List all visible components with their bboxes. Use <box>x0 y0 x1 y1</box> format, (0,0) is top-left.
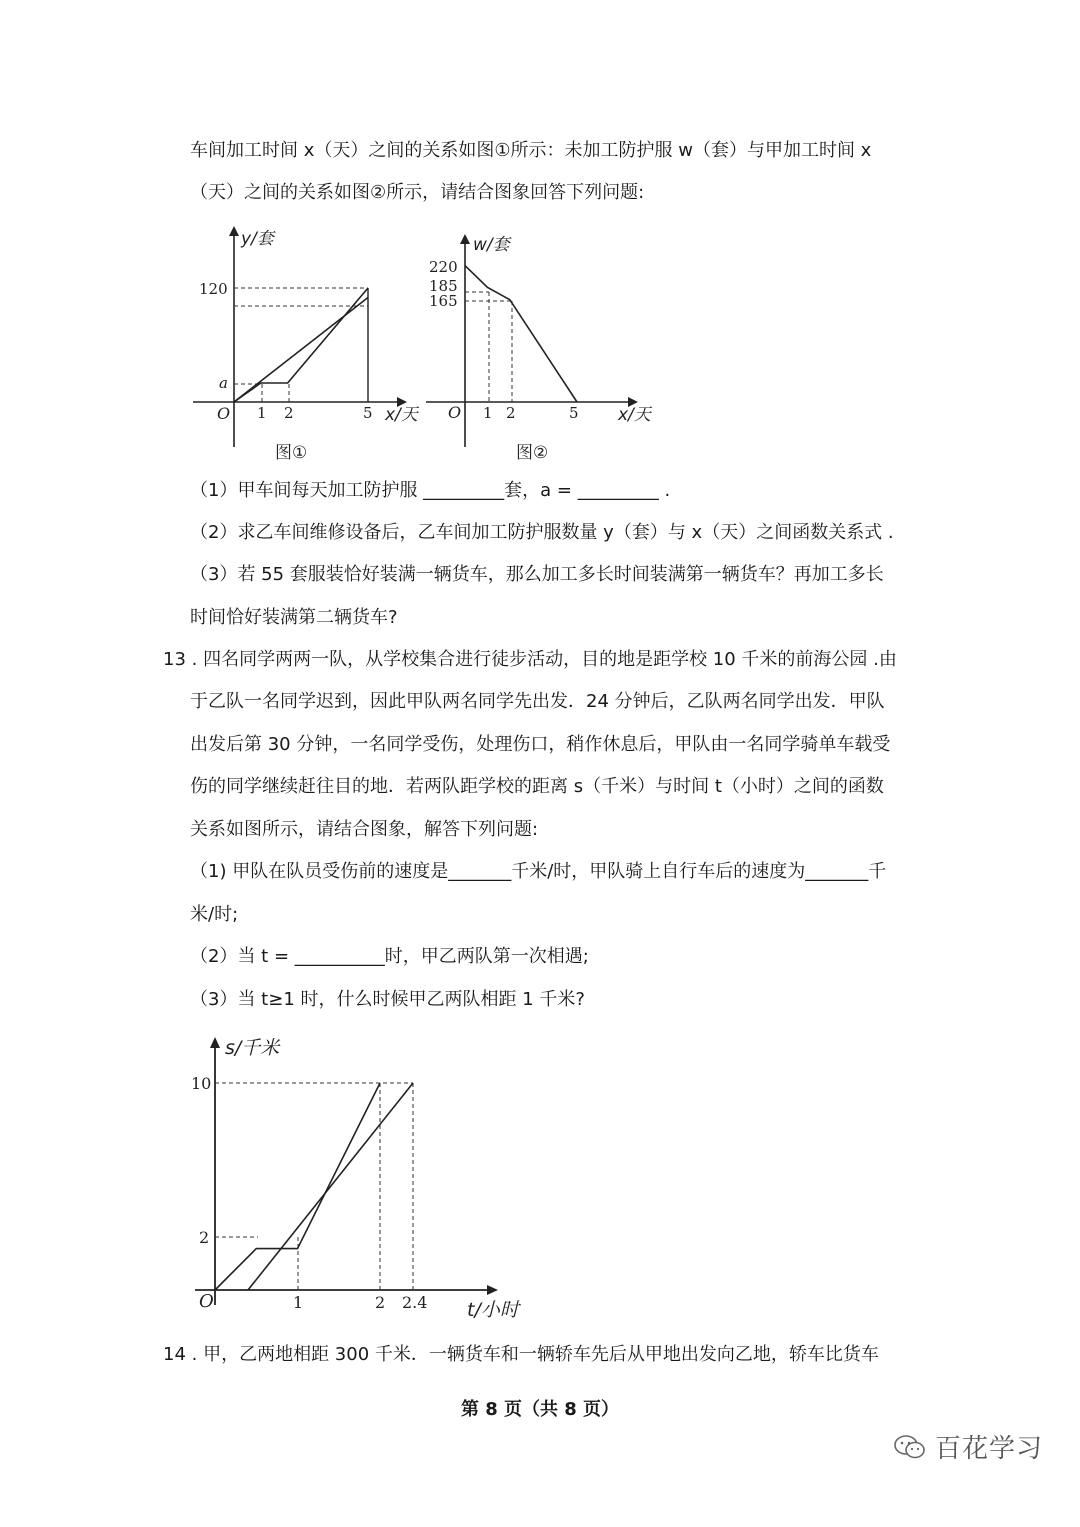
fig2-origin: O <box>448 403 462 422</box>
fig2-tick-2: 2 <box>506 404 516 422</box>
fig2-tick-1: 1 <box>483 404 493 422</box>
text-line-13: 米/时; <box>190 904 239 925</box>
fig1-ylabel: y/套 <box>241 229 274 249</box>
text-line-11: 关系如图所示，请结合图象，解答下列问题: <box>190 819 539 840</box>
fig3-xlabel: t/小时 <box>467 1299 519 1321</box>
fig1-tick-2: 2 <box>284 404 294 422</box>
fig1-origin: O <box>217 404 231 423</box>
text-line-1: 车间加工时间 x（天）之间的关系如图①所示：未加工防护服 w（套）与甲加工时间 x <box>190 140 872 161</box>
fig1-tick-120: 120 <box>199 280 228 298</box>
watermark-text: 百花学习 <box>935 1434 1044 1464</box>
fig3-tick-2: 2 <box>199 1228 210 1247</box>
fig3-tick-24: 2.4 <box>402 1293 428 1312</box>
fig1-series-yi <box>234 288 368 402</box>
text-line-5: （3）若 55 套服装恰好装满一辆货车，那么加工多长时间装满第一辆货车？再加工多长 <box>190 564 884 585</box>
fig3-ylabel: s/千米 <box>225 1037 280 1059</box>
fig1-tick-1: 1 <box>257 404 267 422</box>
text-line-7: 13 . 四名同学两两一队，从学校集合进行徒步活动，目的地是距学校 10 千米的前海公园 .由 <box>163 649 897 670</box>
fig1-tick-5: 5 <box>363 404 373 422</box>
text-line-2: （天）之间的关系如图②所示，请结合图象回答下列问题: <box>190 182 645 203</box>
text-line-15: （3）当 t≥1 时，什么时候甲乙两队相距 1 千米? <box>190 989 585 1010</box>
text-line-3: （1）甲车间每天加工防护服 _________套，a = _________ . <box>190 480 671 501</box>
fig2-ylabel: w/套 <box>473 235 510 255</box>
fig1-title: 图① <box>275 443 308 463</box>
figure-1-chart <box>185 222 430 467</box>
fig3-y-arrow <box>210 1037 220 1048</box>
text-line-10: 伤的同学继续赶往目的地．若两队距学校的距离 s（千米）与时间 t（小时）之间的函数 <box>190 776 884 797</box>
fig2-tick-185: 185 <box>429 277 458 295</box>
fig3-series-yi <box>248 1083 413 1290</box>
fig3-tick-10: 10 <box>191 1074 212 1093</box>
fig2-title: 图② <box>516 443 549 463</box>
fig1-series-jia <box>234 298 368 403</box>
fig1-tick-a: a <box>219 374 228 392</box>
fig3-tick-2x: 2 <box>375 1293 386 1312</box>
text-line-9: 出发后第 30 分钟，一名同学受伤，处理伤口，稍作休息后，甲队由一名同学骑单车载受 <box>190 734 891 755</box>
text-line-16: 14 . 甲，乙两地相距 300 千米．一辆货车和一辆轿车先后从甲地出发向乙地，轿车比货车 <box>163 1344 879 1365</box>
text-line-12: （1) 甲队在队员受伤前的速度是_______千米/时，甲队骑上自行车后的速度为_______千 <box>190 861 887 882</box>
wechat-icon <box>893 1433 927 1461</box>
fig3-tick-1: 1 <box>293 1293 304 1312</box>
fig2-xlabel: x/天 <box>618 405 651 425</box>
fig2-tick-5: 5 <box>569 404 579 422</box>
fig3-x-arrow <box>487 1285 498 1295</box>
figure-3-chart <box>185 1030 545 1330</box>
fig3-origin: O <box>199 1291 214 1312</box>
fig1-y-arrow <box>229 226 239 236</box>
fig2-series-w <box>465 266 577 402</box>
fig1-xlabel: x/天 <box>385 405 418 425</box>
text-line-14: （2）当 t = __________时，甲乙两队第一次相遇; <box>190 946 589 967</box>
fig2-tick-220: 220 <box>429 258 458 276</box>
page-footer: 第 8 页（共 8 页） <box>460 1399 620 1420</box>
fig2-y-arrow <box>460 234 470 244</box>
fig2-tick-165: 165 <box>429 292 458 310</box>
watermark <box>893 1428 1043 1465</box>
text-line-4: （2）求乙车间维修设备后，乙车间加工防护服数量 y（套）与 x（天）之间函数关系式 . <box>190 522 894 543</box>
figure-2-chart <box>418 222 668 467</box>
text-line-8: 于乙队一名同学迟到，因此甲队两名同学先出发．24 分钟后，乙队两名同学出发．甲队 <box>190 691 885 712</box>
text-line-6: 时间恰好装满第二辆货车? <box>190 607 398 628</box>
